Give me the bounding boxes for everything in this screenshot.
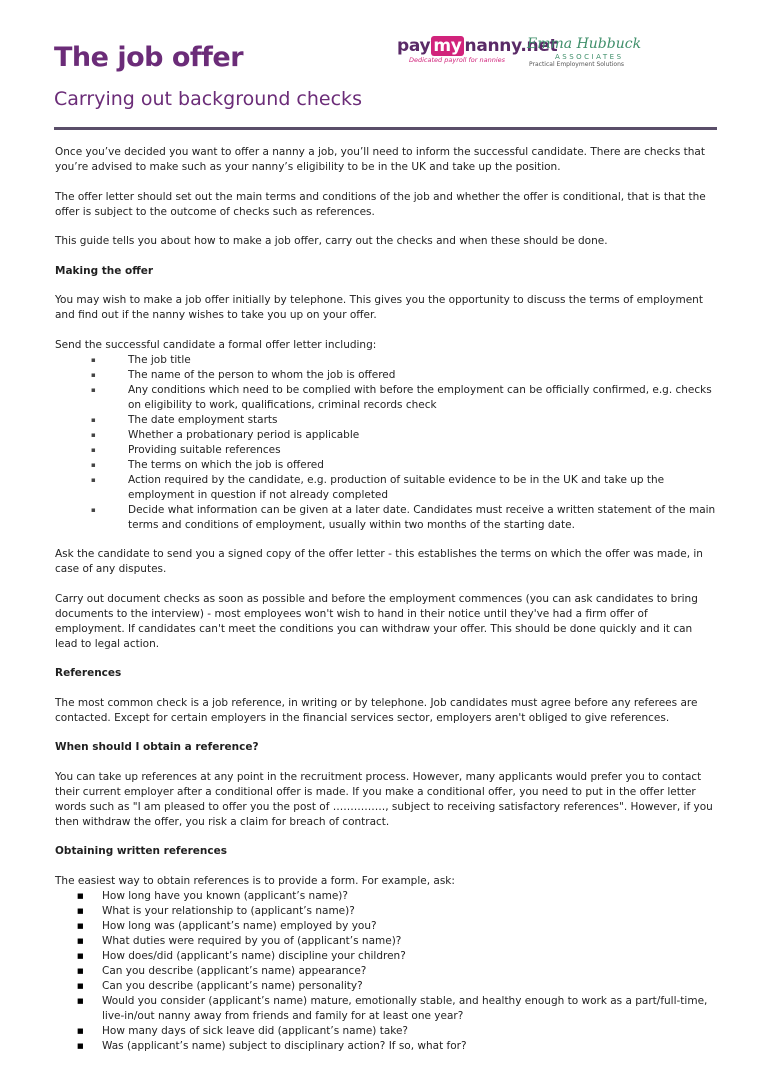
intro-paragraph: Once you’ve decided you want to offer a nanny a job, you’ll need to inform the successful candidate. There are checks that you’re advised to make such as your nanny’s eligibility to be in the UK and take up the position. — [55, 146, 705, 173]
page-title: The job offer — [54, 42, 244, 73]
offer-letter-paragraph: The offer letter should set out the main terms and conditions of the job and whether the offer is conditional, that is that the offer is subject to the outcome of checks such as references. — [55, 190, 706, 218]
list-item: ▪ Action required by the candidate, e.g. production of suitable evidence to be in the UK and take up the employment in question if not already completed — [55, 473, 717, 503]
logo-text-nanny: nanny.net — [464, 36, 558, 56]
written-references-heading: Obtaining written references — [55, 845, 227, 857]
signed-copy-paragraph: Ask the candidate to send you a signed copy of the offer letter - this establishes the terms on which the offer was made, in case of any disputes. — [55, 548, 703, 575]
list-item: ■ Would you consider (applicant’s name) mature, emotionally stable, and healthy enough to work as a part/full-time, live-in/out nanny away from friends and family for at least one year? — [55, 994, 717, 1024]
list-item: ■ How long was (applicant’s name) employed by you? — [55, 919, 717, 934]
document-checks-paragraph: Carry out document checks as soon as possible and before the employment commences (you can ask candidates to bring documents to the interview) - most employees won't wish to hand in their notice until they've had a firm offer of employment. If candidates can't meet the conditions you can withdraw your offer. This should be done quickly and it can lead to legal action. — [55, 592, 698, 650]
list-item: ▪ Decide what information can be given at a later date. Candidates must receive a written statement of the main terms and conditions of employment, usually within two months of the starting date. — [55, 503, 717, 533]
list-item: ▪ The job title — [55, 353, 717, 368]
document-body — [55, 145, 717, 1068]
list-item: ■ Can you describe (applicant’s name) appearance? — [55, 964, 717, 979]
paymynanny-wordmark — [397, 36, 558, 56]
list-item: ■ How long have you known (applicant’s name)? — [55, 889, 717, 904]
paymynanny-logo — [397, 36, 558, 64]
list-item: ▪ The date employment starts — [55, 413, 717, 428]
list-item: ■ Can you describe (applicant’s name) personality? — [55, 979, 717, 994]
list-item: ▪ Any conditions which need to be complied with before the employment can be officially confirmed, e.g. checks on eligibility to work, qualifications, criminal records check — [55, 383, 717, 413]
list-item: ■ What duties were required by you of (applicant’s name)? — [55, 934, 717, 949]
reference-questions-list — [55, 889, 717, 1054]
list-item: ■ How does/did (applicant’s name) discipline your children? — [55, 949, 717, 964]
page-subtitle: Carrying out background checks — [54, 88, 362, 110]
emma-hubbuck-tagline: Practical Employment Solutions — [529, 61, 625, 68]
list-item: ■ How many days of sick leave did (applicant’s name) take? — [55, 1024, 717, 1039]
making-offer-heading: Making the offer — [55, 264, 154, 277]
list-item: ▪ The terms on which the job is offered — [55, 458, 717, 473]
emma-hubbuck-name: Emma Hubbuck — [527, 36, 642, 52]
list-item: ▪ Providing suitable references — [55, 443, 717, 458]
making-offer-text: You may wish to make a job offer initially by telephone. This gives you the opportunity to discuss the terms of employment and find out if the nanny wishes to take you up on your offer. — [55, 294, 703, 321]
list-item: ▪ Whether a probationary period is applicable — [55, 428, 717, 443]
list-item: ■ What is your relationship to (applicant’s name)? — [55, 904, 717, 919]
emma-hubbuck-associates: ASSOCIATES — [555, 53, 624, 61]
logo-text-my: my — [433, 36, 462, 56]
send-letter-intro: Send the successful candidate a formal offer letter including: — [55, 338, 377, 351]
guide-paragraph: This guide tells you about how to make a job offer, carry out the checks and when these should be done. — [55, 235, 608, 247]
when-reference-text: You can take up references at any point in the recruitment process. However, many applicants would prefer you to contact their current employer after a conditional offer is made. If you make a conditional offer, you need to put in the offer letter words such as "I am pleased to offer you the post of ……………, subject to receiving satisfactory references". However, if you then withdraw the offer, you risk a claim for breach of contract. — [55, 770, 713, 828]
references-text: The most common check is a job reference, in writing or by telephone. Job candidates must agree before any referees are contacted. Except for certain employers in the financial services sector, employers aren't obliged to give references. — [55, 696, 698, 724]
written-references-intro: The easiest way to obtain references is to provide a form. For example, ask: — [55, 874, 455, 887]
when-reference-heading: When should I obtain a reference? — [55, 741, 259, 753]
logo-text-pay: pay — [397, 36, 431, 56]
references-heading: References — [55, 667, 122, 679]
offer-letter-list — [55, 353, 717, 533]
list-item: ▪ The name of the person to whom the job is offered — [55, 368, 717, 383]
emma-hubbuck-logo — [527, 36, 642, 68]
paymynanny-tagline: Dedicated payroll for nannies — [409, 56, 506, 64]
header-divider — [54, 127, 717, 130]
list-item: ■ Was (applicant’s name) subject to disciplinary action? If so, what for? — [55, 1039, 717, 1054]
